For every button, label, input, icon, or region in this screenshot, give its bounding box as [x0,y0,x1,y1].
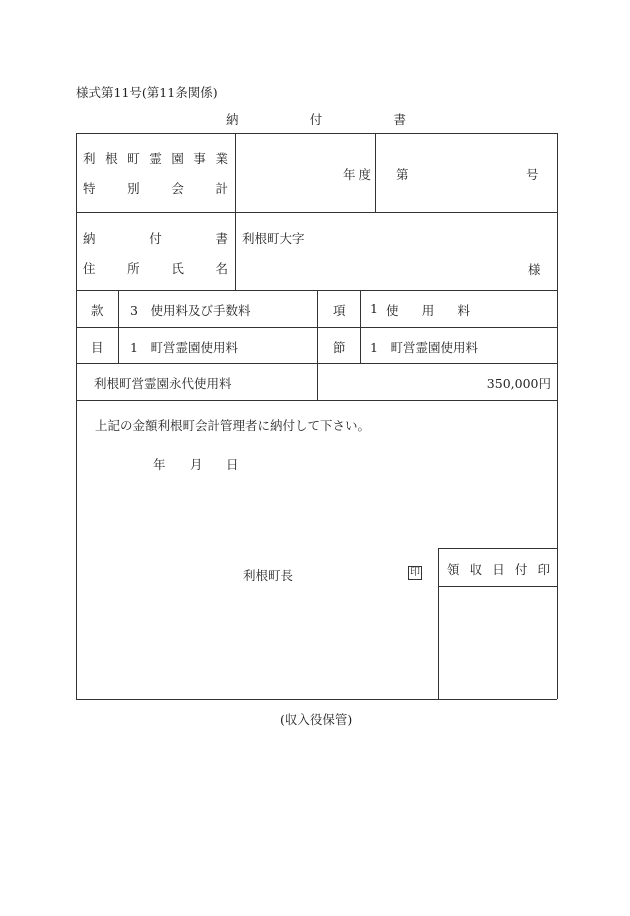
char: 利 [83,151,96,166]
kou-label: 項 [333,303,346,318]
title-char: 書 [393,112,406,127]
moku-value: 1 町営霊園使用料 [130,340,238,355]
char: 料 [457,303,470,318]
account-name-line1 [83,149,228,167]
kou-value [386,301,470,319]
char: 業 [215,151,228,166]
item-name: 利根町営霊園永代使用料 [94,376,232,391]
moku-label: 目 [91,340,104,355]
char: 領 [447,562,460,577]
kou-value-number: 1 [370,301,378,316]
char: 名 [215,261,228,276]
title-char: 納 [226,112,239,127]
char: 付 [149,231,162,246]
char: 納 [83,231,96,246]
receipt-stamp-label [447,560,550,578]
fiscal-year-label: 年度 [343,167,375,182]
char: 収 [469,562,483,577]
char: 住 [83,261,96,276]
form-number: 様式第11号(第11条関係) [76,85,218,100]
day-label: 日 [226,457,239,472]
number-prefix: 第 [396,167,409,182]
char: 会 [171,181,184,196]
title-char: 付 [309,112,323,127]
char: 霊 [149,151,162,166]
char: 別 [127,181,140,196]
account-name-line2 [83,179,228,197]
seal-mark: 印 [410,567,420,578]
char: 事 [193,151,206,166]
char: 印 [537,562,550,577]
char: 日 [492,562,505,577]
item-amount: 350,000円 [486,376,551,391]
char: 計 [215,181,228,196]
char: 用 [421,303,435,318]
footer-note: (収入役保管) [280,712,353,727]
char: 所 [127,261,140,276]
char: 使 [386,303,399,318]
payer-label-line1 [83,229,228,247]
char: 書 [215,231,228,246]
payer-address: 利根町大字 [242,231,305,246]
mayor-title: 利根町長 [243,568,294,583]
payer-label-line2 [83,259,228,277]
char: 園 [171,151,184,166]
number-suffix: 号 [526,167,539,182]
char: 氏 [171,261,184,276]
kan-label: 款 [91,303,104,318]
issue-date [150,455,240,471]
setsu-value: 1 町営霊園使用料 [370,340,478,355]
instruction-text: 上記の金額利根町会計管理者に納付して下さい。 [95,418,371,433]
char: 特 [83,181,96,196]
char: 町 [127,151,140,166]
receipt-stamp-area [439,587,556,698]
setsu-label: 節 [333,340,346,355]
year-label: 年 [153,457,166,472]
document-title [226,110,406,128]
month-label: 月 [190,457,203,472]
char: 根 [105,151,118,166]
payer-honorific: 様 [528,262,541,277]
char: 付 [514,562,528,577]
kan-value: 3 使用料及び手数料 [130,303,251,318]
